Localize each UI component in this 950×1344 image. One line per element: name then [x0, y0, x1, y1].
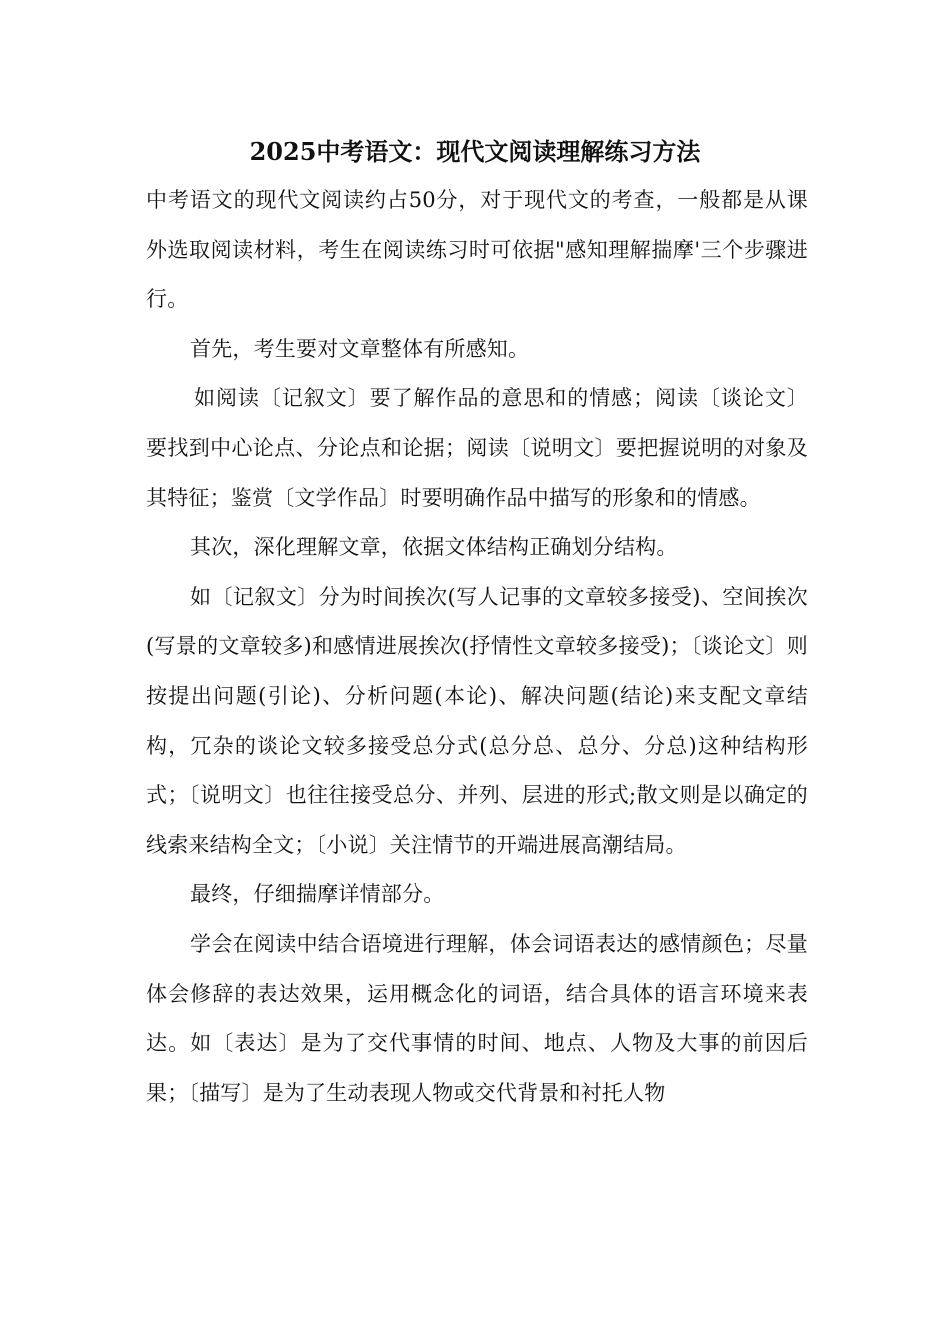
- paragraph-step-one-detail: 如阅读〔记叙文〕要了解作品的意思和的情感；阅读〔谈论文〕要找到中心论点、分论点和论据；阅读〔说明文〕要把握说明的对象及其特征；鉴赏〔文学作品〕时要明确作品中描写的形象和的情感。: [146, 386, 808, 510]
- paragraph-step-one: 首先，考生要对文章整体有所感知。: [190, 336, 530, 361]
- paragraph-step-two: 其次，深化理解文章，依据文体结构正确划分结构。: [190, 535, 678, 560]
- paragraph-step-three: 最终，仔细揣摩详情部分。: [190, 882, 445, 907]
- paragraph-intro: 中考语文的现代文阅读约占50分，对于现代文的考查，一般都是从课外选取阅读材料，考生在阅读练习时可依据"感知理解揣摩'三个步骤进行。: [146, 188, 808, 312]
- document-body: [146, 176, 808, 1118]
- paragraph-step-three-detail: 学会在阅读中结合语境进行理解，体会词语表达的感情颜色；尽量体会修辞的表达效果，运用概念化的词语，结合具体的语言环境来表达。如〔表达〕是为了交代事情的时间、地点、人物及大事的前因后果；〔描写〕是为了生动表现人物或交代背景和衬托人物: [146, 931, 808, 1105]
- paragraph-step-two-detail: 如〔记叙文〕分为时间挨次(写人记事的文章较多接受)、空间挨次(写景的文章较多)和感情进展挨次(抒情性文章较多接受)；〔谈论文〕则按提出问题(引论)、分析问题(本论)、解决问题(结论)来支配文章结构，冗杂的谈论文较多接受总分式(总分总、总分、分总)这种结构形式；〔说明文〕也往往接受总分、并列、层进的形式;散文则是以确定的线索来结构全文；〔小说〕关注情节的开端进展高潮结局。: [146, 584, 808, 857]
- document-title: 2025中考语文：现代文阅读理解练习方法: [249, 137, 701, 166]
